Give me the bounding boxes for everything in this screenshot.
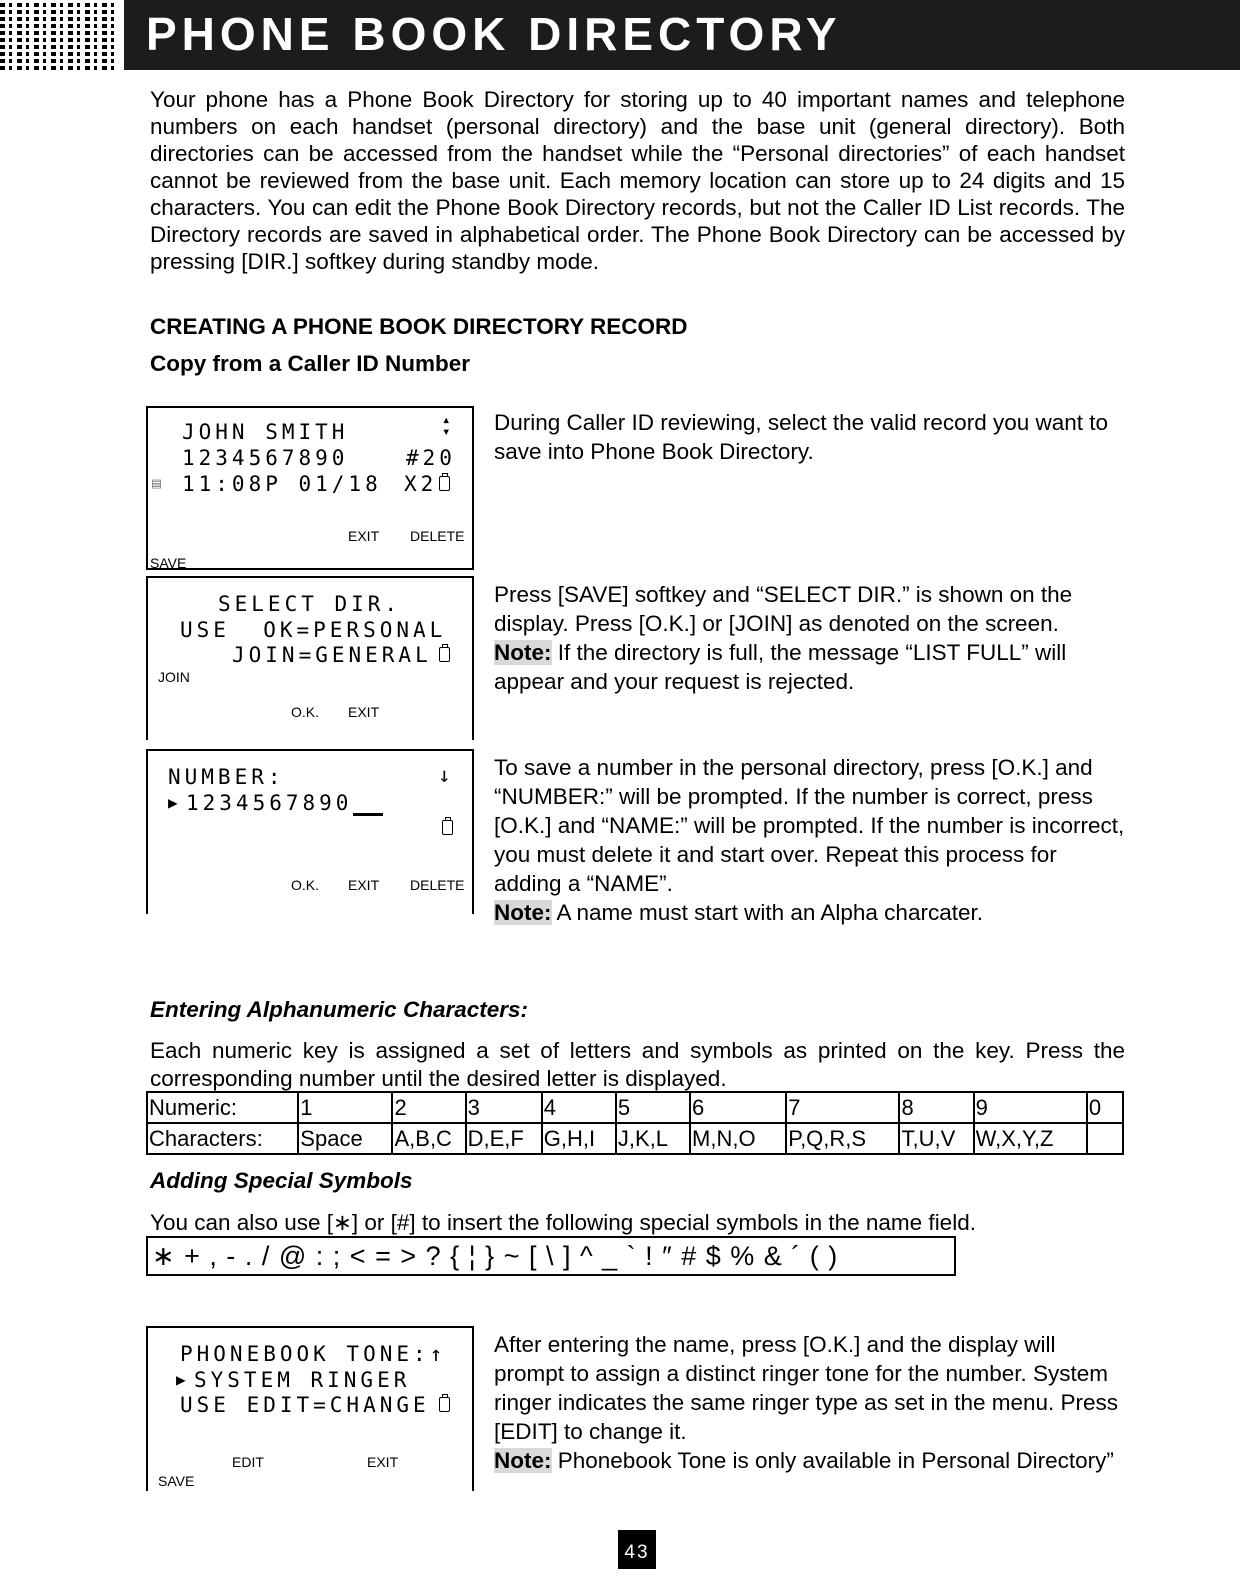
symbols-list: ∗ + , - . / @ : ; < = > ? { ¦ } ~ [ \ ] ^ _ ` ! ″ # $ % & ´ ( ): [146, 1236, 956, 1276]
key-cell: 1: [298, 1092, 392, 1123]
chars-cell: P,Q,R,S: [786, 1123, 899, 1154]
cursor-pointer-icon: ▶: [176, 1370, 186, 1389]
chars-cell: M,N,O: [690, 1123, 786, 1154]
lcd-record-index: #20: [406, 446, 456, 470]
chars-cell: J,K,L: [616, 1123, 690, 1154]
note-label: Note:: [494, 900, 552, 925]
softkey-exit[interactable]: EXIT: [348, 877, 380, 893]
subsection-title: Copy from a Caller ID Number: [150, 351, 471, 376]
description-select-dir: [494, 580, 1126, 696]
lcd-name-line: JOHN SMITH: [182, 420, 349, 444]
key-cell: 8: [899, 1092, 973, 1123]
text-cursor: [353, 813, 383, 816]
lcd-number-line: 1234567890: [182, 446, 349, 470]
lcd-number-entry[interactable]: 1234567890: [186, 791, 353, 815]
lcd-screen-number: [146, 749, 474, 914]
chars-cell: T,U,V: [899, 1123, 973, 1154]
key-cell: 7: [786, 1092, 899, 1123]
softkey-ok[interactable]: O.K.: [291, 877, 320, 893]
lcd-number-prompt: NUMBER:: [168, 765, 285, 789]
softkey-exit[interactable]: EXIT: [348, 528, 380, 544]
chars-cell: A,B,C: [392, 1123, 465, 1154]
lcd-screen-caller-id: [146, 406, 474, 570]
softkey-edit[interactable]: EDIT: [232, 1454, 264, 1470]
cursor-pointer-icon: ▶: [168, 793, 178, 812]
key-cell: 9: [974, 1092, 1087, 1123]
key-cell: 0: [1087, 1092, 1123, 1123]
key-cell: 4: [542, 1092, 616, 1123]
lcd-screen-select-dir: [146, 576, 474, 740]
table-row: [147, 1123, 1123, 1154]
chars-cell: G,H,I: [542, 1123, 616, 1154]
chars-cell: W,X,Y,Z: [974, 1123, 1087, 1154]
row-label-numeric: Numeric:: [147, 1092, 298, 1123]
chars-cell: [1087, 1123, 1123, 1154]
character-table: [146, 1091, 1124, 1155]
description-text: After entering the name, press [O.K.] and the display will prompt to assign a distinct ringer tone for the number. System ringer indicates the same ringer type as set in the menu. Press [EDIT] to change it.: [494, 1332, 1119, 1444]
softkey-exit[interactable]: EXIT: [367, 1454, 399, 1470]
description-phonebook-tone: [494, 1330, 1126, 1475]
lcd-screen-phonebook-tone: [146, 1326, 474, 1491]
handset-icon: [439, 1397, 450, 1412]
softkey-join[interactable]: JOIN: [158, 669, 190, 685]
logo-pattern: [0, 0, 116, 70]
lcd-time-line: 11:08P 01/18: [182, 472, 382, 496]
softkey-delete[interactable]: DELETE: [410, 528, 465, 544]
symbols-title: Adding Special Symbols: [150, 1168, 413, 1193]
handset-icon: [439, 647, 450, 662]
scroll-arrows-icon: ▴ ▾: [442, 412, 451, 440]
softkey-exit[interactable]: EXIT: [348, 704, 380, 720]
down-arrow-icon: ↓: [438, 763, 451, 787]
softkey-save[interactable]: SAVE: [150, 555, 187, 571]
note-text: A name must start with an Alpha charcater.: [551, 900, 983, 925]
lcd-personal-line: USE OK=PERSONAL: [180, 618, 447, 642]
intro-paragraph: Your phone has a Phone Book Directory for storing up to 40 important names and telephone numbers on each handset (personal directory) and the base unit (general directory). Both directories can be accessed from the handset while the “Personal directories” of each handset cannot be reviewed from the base unit. Each memory location can store up to 24 digits and 15 characters. You can edit the Phone Book Directory records, but not the Caller ID List records. The Directory records are saved in alphabetical order. The Phone Book Directory can be accessed by pressing [DIR.] softkey during standby mode.: [150, 87, 1125, 274]
description-number: [494, 753, 1126, 927]
page-title: PHONE BOOK DIRECTORY: [146, 8, 842, 60]
handset-icon: [439, 476, 450, 491]
key-cell: 6: [690, 1092, 786, 1123]
alpha-text: Each numeric key is assigned a set of letters and symbols as printed on the key. Press the corresponding number until the desired letter is displayed.: [150, 1038, 1125, 1091]
handset-icon: [442, 820, 453, 835]
battery-icon: ▤: [152, 474, 166, 492]
lcd-general-line: JOIN=GENERAL: [232, 643, 432, 667]
key-cell: 2: [392, 1092, 465, 1123]
lcd-system-ringer: SYSTEM RINGER: [194, 1368, 411, 1392]
lcd-select-dir-line: SELECT DIR.: [218, 592, 402, 616]
key-cell: 5: [616, 1092, 690, 1123]
table-row: [147, 1092, 1123, 1123]
note-text: If the directory is full, the message “LIST FULL” will appear and your request is rejected.: [494, 640, 1067, 694]
page-number: 43: [618, 1530, 656, 1569]
row-label-characters: Characters:: [147, 1123, 298, 1154]
note-label: Note:: [494, 1448, 552, 1473]
description-text: Press [SAVE] softkey and “SELECT DIR.” is shown on the display. Press [O.K.] or [JOIN] as denoted on the screen.: [494, 582, 1073, 636]
softkey-ok[interactable]: O.K.: [291, 704, 320, 720]
section-title: CREATING A PHONE BOOK DIRECTORY RECORD: [150, 314, 688, 339]
description-text: To save a number in the personal directory, press [O.K.] and “NUMBER:” will be prompted. If the number is correct, press [O.K.] and “NAME:” will be prompted. If the number is incorrect, you must delete it and start over. Repeat this process for adding a “NAME”.: [494, 755, 1125, 896]
description-caller-id: During Caller ID reviewing, select the valid record you want to save into Phone Book Directory.: [494, 410, 1109, 464]
softkey-save[interactable]: SAVE: [158, 1473, 195, 1489]
note-label: Note:: [494, 640, 552, 665]
key-cell: 3: [466, 1092, 542, 1123]
note-text: Phonebook Tone is only available in Personal Directory”: [551, 1448, 1114, 1473]
softkey-delete[interactable]: DELETE: [410, 877, 465, 893]
symbols-text: You can also use [∗] or [#] to insert the following special symbols in the name field.: [150, 1210, 976, 1235]
chars-cell: D,E,F: [466, 1123, 542, 1154]
lcd-edit-change: USE EDIT=CHANGE: [180, 1393, 430, 1417]
lcd-repeat-count: X2: [404, 472, 438, 496]
alpha-title: Entering Alphanumeric Characters:: [150, 997, 529, 1022]
lcd-tone-title: PHONEBOOK TONE:↑: [180, 1342, 447, 1366]
chars-cell: Space: [298, 1123, 392, 1154]
